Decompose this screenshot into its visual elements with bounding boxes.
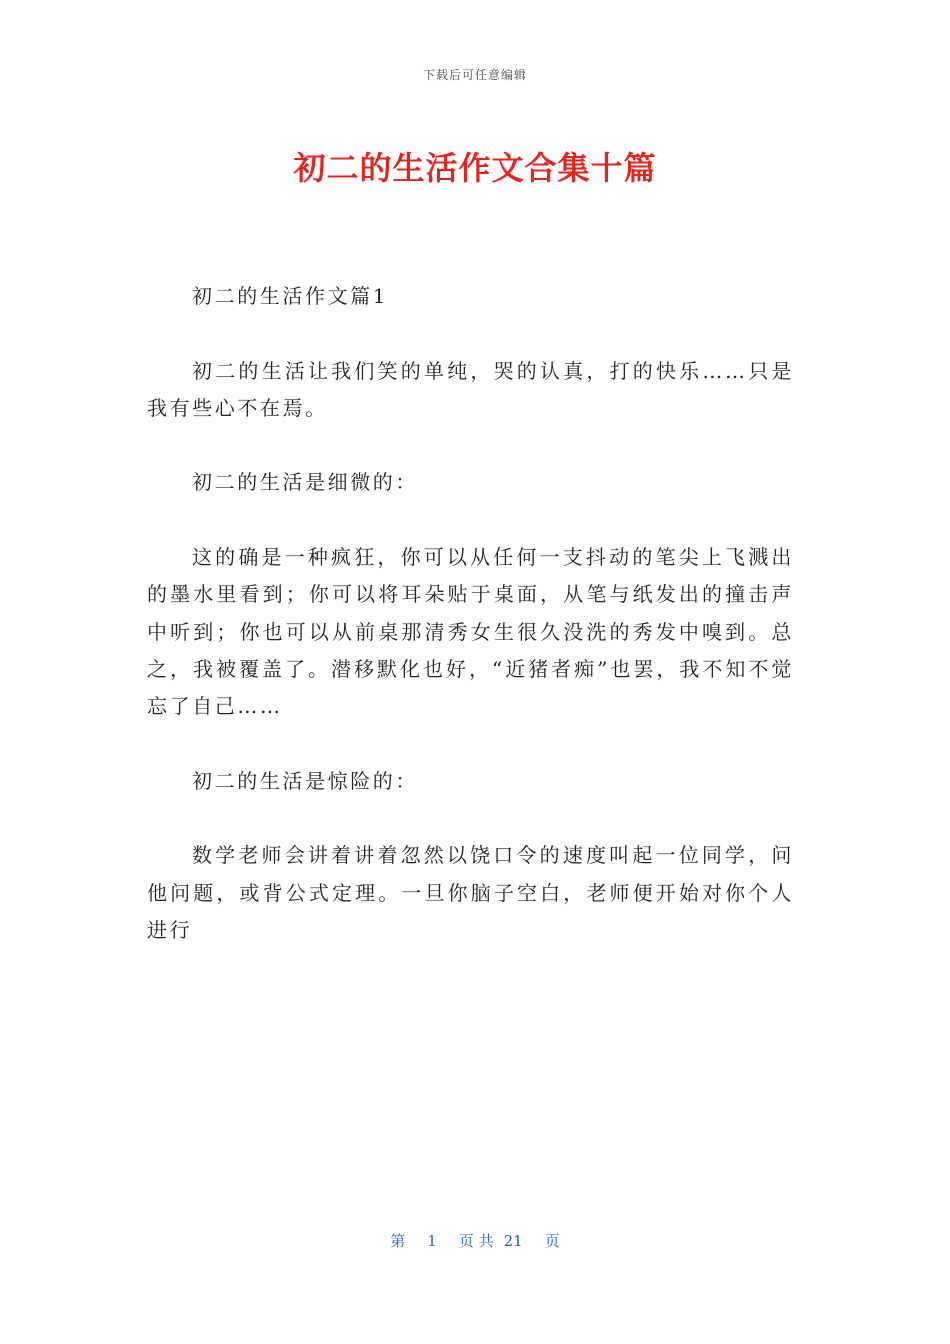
current-page-number: 1 — [427, 1232, 437, 1250]
section-heading: 初二的生活作文篇1 — [192, 284, 389, 308]
header-note: 下载后可任意编辑 — [422, 68, 527, 82]
paragraph: 初二的生活让我们笑的单纯，哭的认真，打的快乐……只是我有些心不在焉。 — [147, 358, 794, 420]
page-footer — [0, 1230, 950, 1251]
paragraph: 初二的生活是惊险的： — [192, 768, 418, 793]
total-pages-number: 21 — [503, 1232, 523, 1250]
footer-suffix: 页 — [544, 1232, 560, 1250]
paragraph: 数学老师会讲着讲着忽然以饶口令的速度叫起一位同学，问他问题，或背公式定理。一旦你脑子空白，老师便开始对你个人进行 — [147, 843, 794, 943]
footer-prefix: 第 — [390, 1232, 406, 1250]
paragraph: 初二的生活是细微的： — [192, 470, 418, 495]
footer-middle: 页 共 — [458, 1232, 494, 1250]
document-body — [147, 278, 794, 987]
document-title: 初二的生活作文合集十篇 — [293, 149, 657, 187]
paragraph: 这的确是一种疯狂，你可以从任何一支抖动的笔尖上飞溅出的墨水里看到；你可以将耳朵贴于桌面，从笔与纸发出的撞击声中听到；你也可以从前桌那清秀女生很久没洗的秀发中嗅到。总之，我被覆盖了。潜移默化也好，“近猪者痴”也罢，我不知不觉忘了自己…… — [147, 545, 794, 719]
